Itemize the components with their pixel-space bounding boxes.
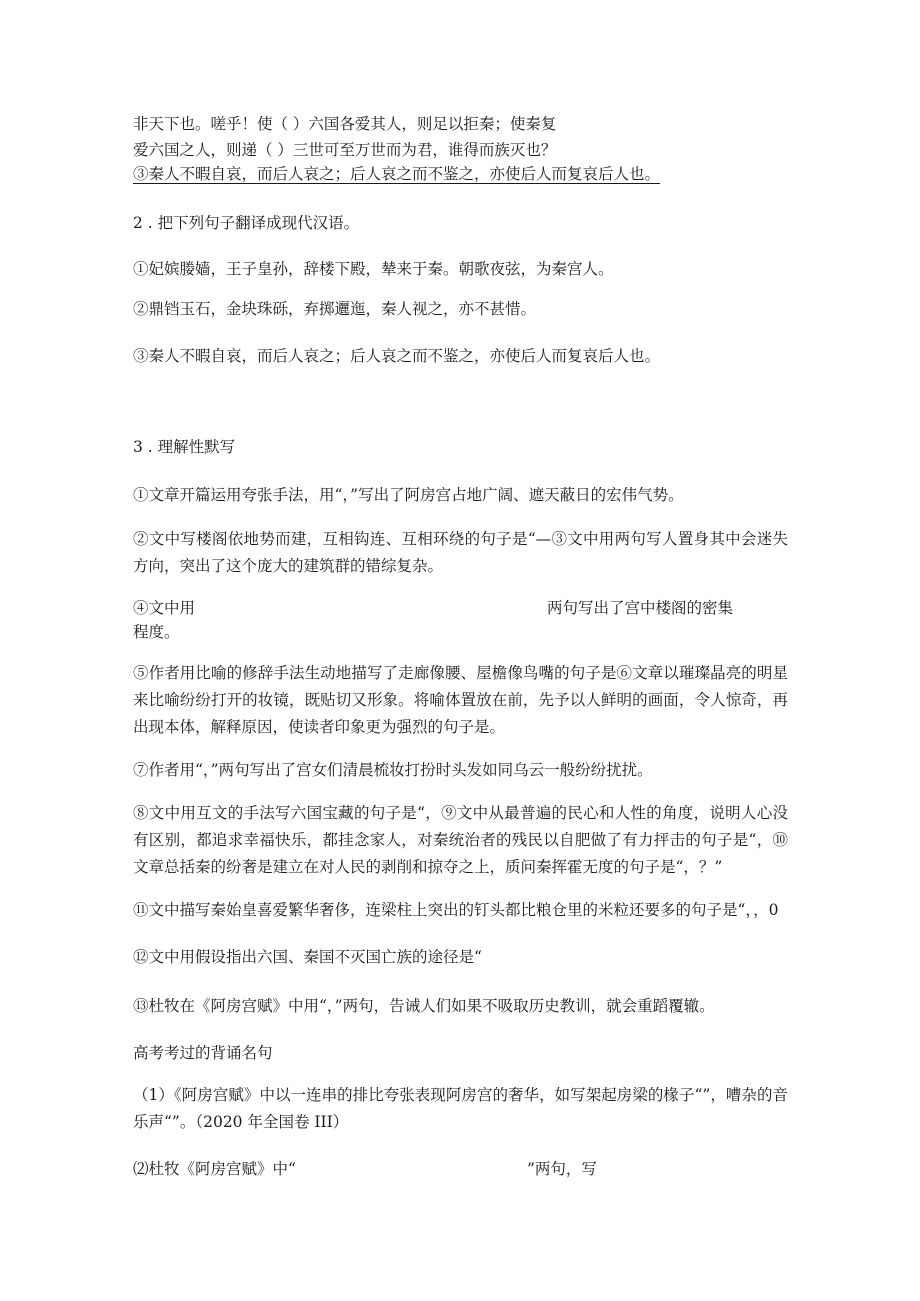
q3-item-12: ⑫文中用假设指出六国、秦国不灭国亡族的途径是“ — [133, 948, 482, 966]
q3-item-5-6: ⑤作者用比喻的修辞手法生动地描写了走廊像腰、屋檐像鸟嘴的句子是⑥文章以璀璨晶亮的明星来比喻纷纷打开的妆镜，既贴切又形象。将喻体置放在前，先予以人鲜明的画面，令人惊奇，再出现本体，解释原因，使读者印象更为强烈的句子是。 — [133, 664, 788, 736]
q2-sentence-2: ②鼎铛玉石，金块珠砾，弃掷邐迤，秦人视之，亦不甚惜。 — [133, 300, 537, 318]
q3-item-4-tail: 程度。 — [133, 623, 180, 641]
q3-item-7: ⑦作者用“，”两句写出了宫女们清晨梳妆打扮时头发如同乌云一般纷纷扰扰。 — [133, 761, 653, 779]
gaokao-question-1: （1）《阿房宫赋》中以一连串的排比夸张表现阿房宫的奢华，如写架起房梁的椽子“”，嘈杂的音乐声“”。（2020 年全国卷 III） — [133, 1086, 788, 1131]
q3-item-4-start: ④文中用 — [133, 599, 196, 617]
q3-item-8-10: ⑧文中用互文的手法写六国宝藏的句子是“，⑨文中从最普遍的民心和人性的角度，说明人心没有区别，都追求幸福快乐，都挂念家人，对秦统治者的残民以自肥做了有力抨击的句子是“，⑩文章总括秦的纷奢是建立在对人民的剥削和掠夺之上，质问秦挥霍无度的句子是“，？” — [133, 804, 788, 876]
q3-item-13: ⑬杜牧在《阿房宫赋》中用“，”两句，告诫人们如果不吸取历史教训，就会重蹈覆辙。 — [133, 997, 715, 1015]
q2-heading: 2 . 把下列句子翻译成现代汉语。 — [133, 214, 360, 232]
q3-heading: 3 . 理解性默写 — [133, 438, 236, 456]
continuation-line-3: ③秦人不暇自哀，而后人哀之；后人哀之而不鉴之，亦使后人而复哀后人也。 — [133, 165, 661, 183]
q3-item-4-end: 两句写出了宫中楼阁的密集 — [547, 599, 734, 617]
gaokao-question-2-start: ⑵杜牧《阿房宫赋》中“ — [133, 1160, 296, 1178]
continuation-line-1: 非天下也。嗟乎！使（ ）六国各爱其人，则足以拒秦；使秦复 — [133, 115, 557, 133]
q3-item-2-3: ②文中写楼阁依地势而建，互相钩连、互相环绕的句子是“—③文中用两句写人置身其中会迷失方向，突出了这个庞大的建筑群的错综复杂。 — [133, 530, 788, 575]
gaokao-question-2-end: ”两句，写 — [527, 1160, 597, 1178]
continuation-line-2: 爱六国之人，则递（ ）三世可至万世而为君，谁得而族灭也？ — [133, 141, 557, 159]
q2-sentence-1: ①妃嫔媵嫱，王子皇孙，辞楼下殿，辇来于秦。朝歌夜弦，为秦宫人。 — [133, 260, 614, 278]
gaokao-heading: 高考考过的背诵名句 — [133, 1044, 273, 1062]
q3-item-1: ①文章开篇运用夸张手法，用“，”写出了阿房宫占地广阔、遮天蔽日的宏伟气势。 — [133, 486, 684, 504]
q3-item-11: ⑪文中描写秦始皇喜爱繁华奢侈，连梁柱上突出的钉头都比粮仓里的米粒还要多的句子是“，，0 — [133, 901, 779, 919]
q2-sentence-3: ③秦人不暇自哀，而后人哀之；后人哀之而不鉴之，亦使后人而复哀后人也。 — [133, 347, 661, 365]
